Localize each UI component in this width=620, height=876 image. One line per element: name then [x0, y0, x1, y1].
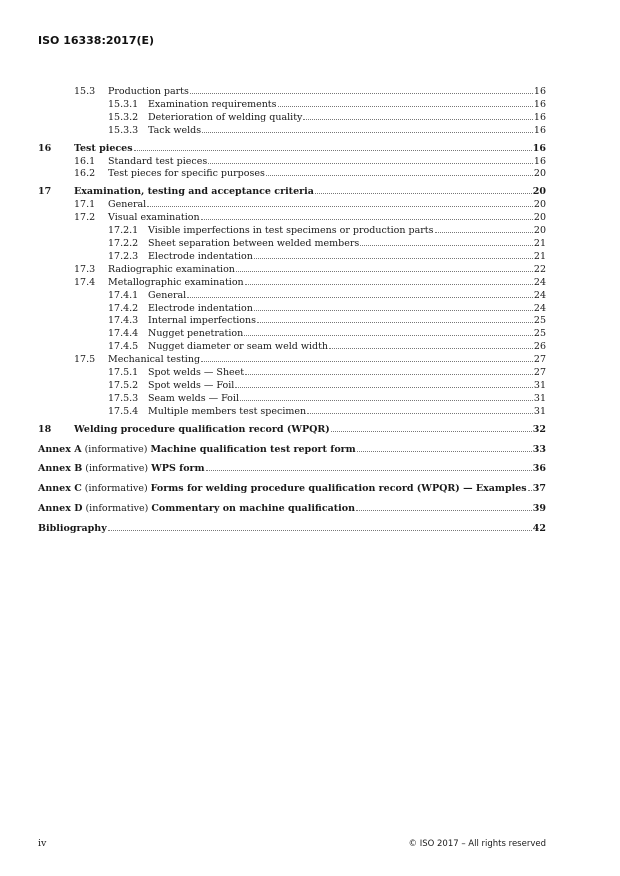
- toc-entry-title: Sheet separation between welded members: [148, 237, 360, 249]
- toc-dot-leader: [108, 530, 532, 531]
- toc-dot-leader: [147, 206, 533, 207]
- toc-entry-number: 17.5.2: [108, 379, 139, 391]
- toc-entry[interactable]: [38, 367, 546, 380]
- toc-entry[interactable]: [38, 380, 546, 393]
- toc-entry-number: 17.2: [74, 212, 96, 224]
- toc-entry-title: General: [148, 289, 187, 301]
- toc-entry-title: Examination, testing and acceptance criteria: [74, 186, 314, 198]
- toc-entry-title: Test pieces for specific purposes: [108, 168, 265, 180]
- annex-label: Annex B: [38, 463, 83, 475]
- toc-entry-page: 21: [533, 250, 546, 262]
- toc-entry-page: 20: [533, 225, 546, 237]
- toc-dot-leader: [240, 400, 533, 401]
- toc-dot-leader: [235, 387, 533, 388]
- toc-dot-leader: [356, 510, 532, 511]
- toc-entry[interactable]: [38, 238, 546, 251]
- toc-entry-page: 16: [532, 142, 546, 154]
- toc-entry-title: Welding procedure qualification record (WPQR): [74, 423, 330, 435]
- toc-entry[interactable]: [38, 86, 546, 99]
- toc-dot-leader: [202, 132, 533, 133]
- toc-entry-number: 17.1: [74, 199, 96, 211]
- toc-entry-number: 17.2.1: [108, 225, 139, 237]
- toc-entry[interactable]: [38, 186, 546, 199]
- toc-entry-page: 27: [533, 354, 546, 366]
- toc-dot-leader: [190, 93, 533, 94]
- toc-dot-leader: [315, 193, 532, 194]
- toc-annex-entry[interactable]: [38, 523, 546, 536]
- toc-entry-title: General: [108, 199, 147, 211]
- toc-dot-leader: [134, 150, 532, 151]
- toc-entry-page: 39: [532, 503, 546, 515]
- toc-entry-page: 16: [533, 111, 546, 123]
- toc-annex-entry[interactable]: [38, 444, 546, 457]
- toc-entry[interactable]: [38, 112, 546, 125]
- toc-entry-number: 17.4.3: [108, 315, 139, 327]
- toc-entry-number: 16.1: [74, 155, 96, 167]
- page-header-doc-id: ISO 16338:2017(E): [38, 34, 155, 47]
- toc-entry-number: 17.5.4: [108, 405, 139, 417]
- toc-dot-leader: [206, 470, 532, 471]
- toc-entry[interactable]: [38, 315, 546, 328]
- toc-entry-number: 16.2: [74, 168, 96, 180]
- toc-entry-number: 17.2.3: [108, 250, 139, 262]
- toc-entry-page: 31: [533, 405, 546, 417]
- annex-type: (informative): [82, 463, 152, 475]
- toc-entry-title: Metallographic examination: [108, 276, 244, 288]
- footer-copyright: © ISO 2017 – All rights reserved: [408, 839, 546, 849]
- toc-entry-page: 16: [533, 98, 546, 110]
- toc-entry-page: 20: [532, 186, 546, 198]
- toc-entry-title: Seam welds — Foil: [148, 392, 239, 404]
- toc-entry-page: 25: [533, 315, 546, 327]
- toc-dot-leader: [303, 119, 532, 120]
- toc-entry[interactable]: [38, 264, 546, 277]
- toc-entry-page: 31: [533, 379, 546, 391]
- toc-dot-leader: [187, 297, 533, 298]
- toc-entry-title: Internal imperfections: [148, 315, 257, 327]
- toc-entry-number: 17.3: [74, 263, 96, 275]
- toc-entry-number: 17.4: [74, 276, 96, 288]
- toc-entry-page: 22: [533, 263, 546, 275]
- toc-entry[interactable]: [38, 199, 546, 212]
- toc-dot-leader: [528, 490, 532, 491]
- toc-entry-number: 16: [38, 142, 52, 154]
- footer-page-number: iv: [38, 838, 47, 849]
- toc-entry-title: Radiographic examination: [108, 263, 235, 275]
- toc-entry-page: 20: [533, 199, 546, 211]
- toc-dot-leader: [236, 271, 533, 272]
- toc-entry[interactable]: [38, 251, 546, 264]
- toc-entry-title: Spot welds — Foil: [148, 379, 235, 391]
- toc-entry-number: 17.4.2: [108, 302, 139, 314]
- toc-entry-page: 16: [533, 155, 546, 167]
- toc-entry-page: 16: [533, 86, 546, 97]
- annex-title: WPS form: [151, 463, 205, 475]
- toc-entry-page: 42: [532, 523, 546, 535]
- toc-entry-number: 17.5: [74, 354, 96, 366]
- toc-entry-title: Production parts: [108, 86, 189, 97]
- toc-dot-leader: [329, 348, 533, 349]
- annex-label: Annex C: [38, 483, 82, 495]
- toc-entry-page: 33: [532, 443, 546, 455]
- toc-entry-number: 17.2.2: [108, 237, 139, 249]
- toc-dot-leader: [307, 413, 533, 414]
- toc-dot-leader: [208, 163, 533, 164]
- toc-entry[interactable]: [38, 328, 546, 341]
- annex-label: Bibliography: [38, 523, 107, 535]
- toc-entry-title: Nugget penetration: [148, 328, 244, 340]
- toc-annex-entry[interactable]: [38, 503, 546, 516]
- toc-entry-title: Tack welds: [148, 124, 202, 136]
- toc-entry-title: Deterioration of welding quality: [148, 111, 303, 123]
- toc-entry-title: Visible imperfections in test specimens or production parts: [148, 225, 434, 237]
- toc-entry[interactable]: [38, 341, 546, 354]
- toc-entry-number: 15.3: [74, 86, 96, 97]
- toc-entry-title: Standard test pieces: [108, 155, 208, 167]
- toc-entry-page: 36: [532, 463, 546, 475]
- annex-type: (informative): [82, 503, 152, 515]
- toc-entry-number: 18: [38, 423, 52, 435]
- annex-title: Machine qualification test report form: [150, 443, 356, 455]
- toc-dot-leader: [357, 451, 532, 452]
- toc-entry-title: Electrode indentation: [148, 250, 253, 262]
- toc-entry-page: 32: [532, 423, 546, 435]
- toc-entry-page: 31: [533, 392, 546, 404]
- toc-dot-leader: [245, 374, 533, 375]
- toc-entry-page: 20: [533, 168, 546, 180]
- toc-entry-number: 15.3.3: [108, 124, 139, 136]
- toc-entry-number: 17.4.1: [108, 289, 139, 301]
- toc-dot-leader: [266, 175, 533, 176]
- toc-entry-page: 24: [533, 276, 546, 288]
- toc-entry-title: Examination requirements: [148, 98, 277, 110]
- toc-dot-leader: [278, 106, 533, 107]
- table-of-contents: [38, 86, 546, 536]
- toc-entry-page: 16: [533, 124, 546, 136]
- toc-entry[interactable]: [38, 168, 546, 181]
- toc-entry[interactable]: [38, 303, 546, 316]
- toc-dot-leader: [245, 284, 533, 285]
- toc-entry[interactable]: [38, 424, 546, 437]
- toc-dot-leader: [254, 310, 533, 311]
- toc-entry-page: 21: [533, 237, 546, 249]
- toc-entry-number: 15.3.1: [108, 98, 139, 110]
- toc-annex-entry[interactable]: [38, 463, 546, 476]
- toc-entry[interactable]: [38, 212, 546, 225]
- toc-entry-title: Electrode indentation: [148, 302, 253, 314]
- toc-entry[interactable]: [38, 406, 546, 419]
- toc-dot-leader: [435, 232, 533, 233]
- toc-entry-title: Test pieces: [74, 142, 133, 154]
- toc-entry[interactable]: [38, 143, 546, 156]
- annex-type: (informative): [81, 443, 151, 455]
- toc-entry-number: 17.5.1: [108, 367, 139, 379]
- toc-annex-entry[interactable]: [38, 483, 546, 496]
- toc-entry-page: 24: [533, 302, 546, 314]
- toc-entry-page: 27: [533, 367, 546, 379]
- toc-entry[interactable]: [38, 125, 546, 138]
- annex-label: Annex A: [38, 443, 82, 455]
- toc-dot-leader: [201, 219, 533, 220]
- toc-entry-page: 26: [533, 341, 546, 353]
- toc-entry-number: 15.3.2: [108, 111, 139, 123]
- toc-entry[interactable]: [38, 277, 546, 290]
- toc-entry[interactable]: [38, 225, 546, 238]
- toc-dot-leader: [360, 245, 533, 246]
- annex-title: Forms for welding procedure qualification record (WPQR) — Examples: [150, 483, 527, 495]
- toc-entry-number: 17: [38, 186, 52, 198]
- toc-entry-page: 24: [533, 289, 546, 301]
- toc-dot-leader: [257, 322, 533, 323]
- toc-entry[interactable]: [38, 354, 546, 367]
- toc-entry-number: 17.5.3: [108, 392, 139, 404]
- toc-dot-leader: [244, 335, 533, 336]
- toc-entry[interactable]: [38, 99, 546, 112]
- toc-dot-leader: [254, 258, 533, 259]
- toc-entry[interactable]: [38, 290, 546, 303]
- toc-entry-title: Mechanical testing: [108, 354, 201, 366]
- toc-entry[interactable]: [38, 393, 546, 406]
- toc-entry-page: 37: [532, 483, 546, 495]
- toc-entry-title: Nugget diameter or seam weld width: [148, 341, 329, 353]
- annex-type: (informative): [81, 483, 151, 495]
- annex-label: Annex D: [38, 503, 83, 515]
- annex-title: Commentary on machine qualification: [151, 503, 356, 515]
- toc-entry-number: 17.4.5: [108, 341, 139, 353]
- toc-dot-leader: [201, 361, 533, 362]
- toc-entry-title: Visual examination: [108, 212, 200, 224]
- toc-entry-title: Spot welds — Sheet: [148, 367, 245, 379]
- toc-entry-number: 17.4.4: [108, 328, 139, 340]
- toc-entry[interactable]: [38, 156, 546, 169]
- toc-entry-page: 20: [533, 212, 546, 224]
- toc-entry-title: Multiple members test specimen: [148, 405, 307, 417]
- toc-entry-page: 25: [533, 328, 546, 340]
- toc-dot-leader: [331, 431, 532, 432]
